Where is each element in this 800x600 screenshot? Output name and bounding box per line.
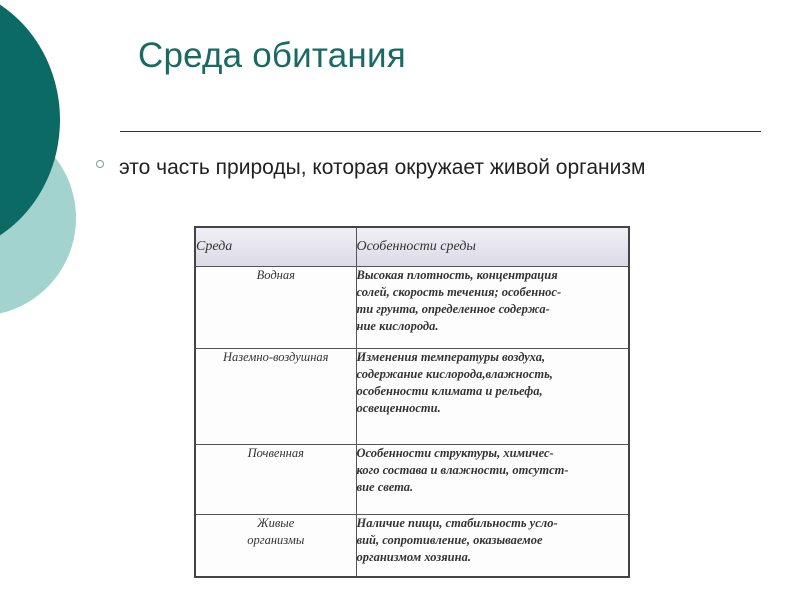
features-line: организмом хозяина.: [356, 550, 471, 564]
header-features: Особенности среды: [356, 228, 628, 267]
features-cell: [356, 515, 628, 577]
features-line: кого состава и влажности, отсутст-: [356, 463, 569, 477]
slide-title: Среда обитания: [138, 36, 406, 75]
environment-cell: [196, 515, 356, 577]
environment-cell: [196, 267, 356, 349]
environment-cell: [196, 349, 356, 445]
features-cell: [356, 267, 628, 349]
environment-cell: [196, 445, 356, 515]
features-line: Высокая плотность, концентрация: [356, 268, 558, 282]
features-line: особенности климата и рельефа,: [356, 384, 543, 398]
features-line: вие света.: [356, 480, 414, 494]
table-row: [196, 515, 628, 577]
features-cell: [356, 445, 628, 515]
environment-name: Живые: [257, 516, 295, 530]
title-divider: [120, 131, 761, 132]
bullet-circle-icon: [96, 160, 104, 168]
table-row: [196, 349, 628, 445]
environment-name: Наземно-воздушная: [223, 350, 329, 364]
features-line: Изменения температуры воздуха,: [356, 350, 546, 364]
features-line: ти грунта, определенное содержа-: [356, 302, 550, 316]
header-environment: Среда: [196, 228, 356, 267]
features-line: освещенности.: [356, 401, 441, 415]
table-header-row: [196, 228, 628, 267]
features-line: ние кислорода.: [356, 319, 439, 333]
environment-table: [194, 226, 630, 578]
bullet-text: это часть природы, которая окружает живой организм: [119, 156, 646, 179]
features-line: вий, сопротивление, оказываемое: [356, 533, 543, 547]
environment-name: Почвенная: [247, 446, 304, 460]
table-row: [196, 445, 628, 515]
features-line: Наличие пищи, стабильность усло-: [356, 516, 558, 530]
features-line: Особенности структуры, химичес-: [356, 446, 554, 460]
features-line: содержание кислорода,влажность,: [356, 367, 553, 381]
environment-name: Водная: [256, 268, 295, 282]
features-line: солей, скорость течения; особеннос-: [356, 285, 562, 299]
table-row: [196, 267, 628, 349]
features-cell: [356, 349, 628, 445]
environment-name: организмы: [247, 533, 305, 547]
